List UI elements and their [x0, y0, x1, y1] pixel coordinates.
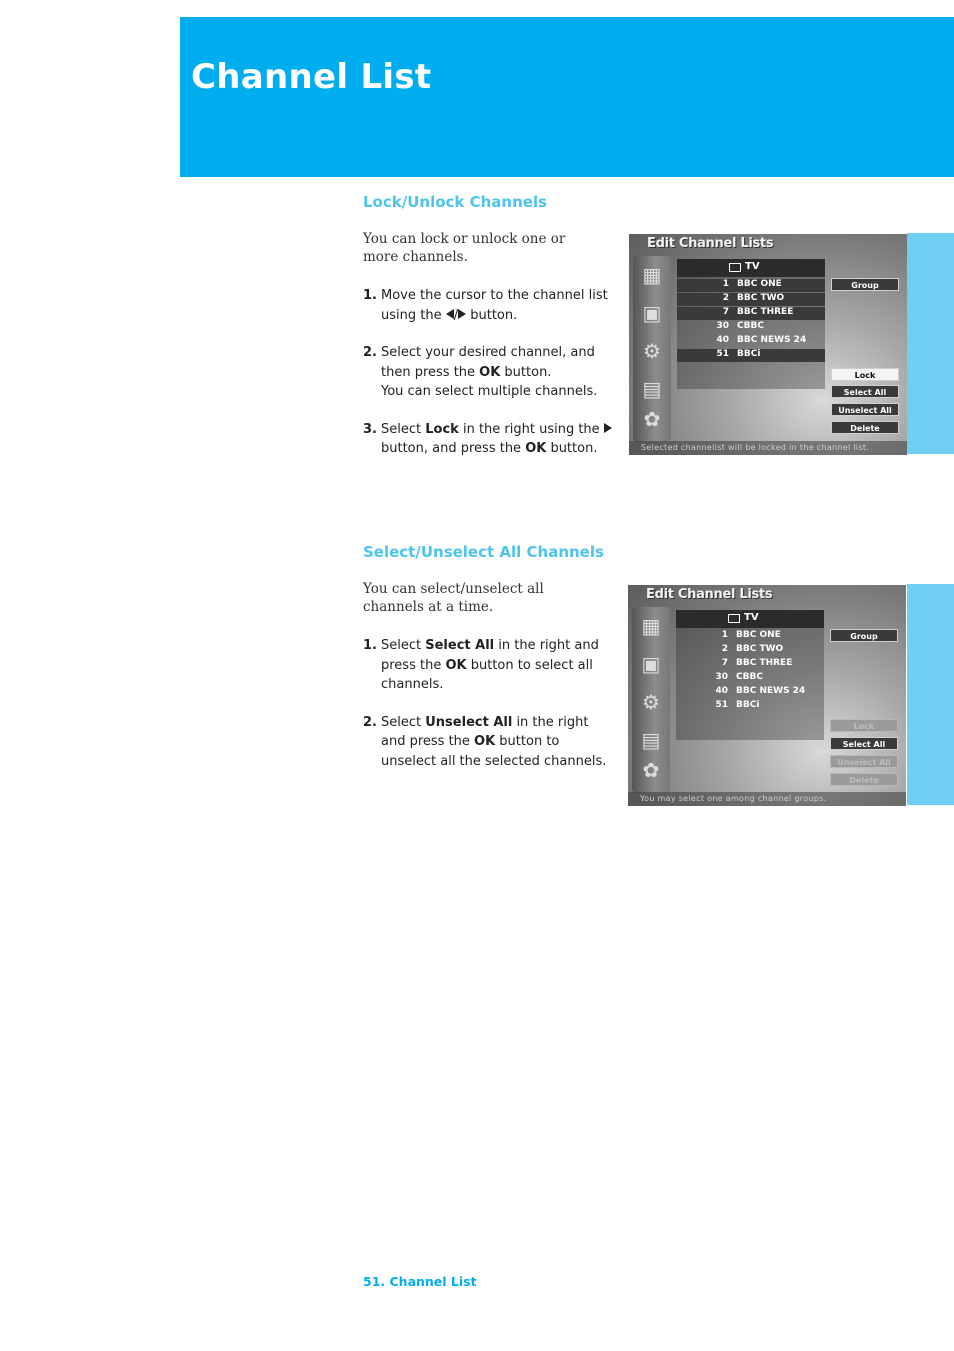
channel-row[interactable] — [676, 644, 824, 657]
screen-sidebar — [632, 607, 670, 793]
step-text: button to select all channels. — [381, 657, 593, 692]
step-note: You can select multiple channels. — [381, 384, 598, 399]
step-keyword: OK — [445, 657, 467, 673]
gear-icon: ⚙ — [642, 690, 660, 714]
channel-number: 51 — [716, 349, 729, 359]
channel-row[interactable] — [676, 700, 824, 713]
action-button-panel — [829, 282, 901, 442]
tv-icon — [728, 614, 740, 623]
steps-list — [363, 636, 613, 771]
channel-row[interactable] — [677, 307, 825, 320]
unselect-all-button[interactable]: Unselect All — [830, 755, 898, 768]
step-keyword: OK — [525, 441, 547, 456]
channel-name: BBC THREE — [737, 307, 794, 317]
lock-button[interactable]: Lock — [830, 719, 898, 732]
gift-icon: ▣ — [642, 301, 662, 325]
screen-status-bar: You may select one among channel groups. — [628, 792, 906, 806]
screen-title: Edit Channel Lists — [646, 587, 773, 602]
channel-row[interactable] — [677, 321, 825, 334]
step-keyword: OK — [474, 734, 496, 749]
channel-number: 30 — [715, 672, 728, 682]
step-item — [363, 636, 613, 695]
group-button[interactable]: Group — [831, 278, 899, 291]
channel-name: CBBC — [737, 321, 764, 331]
channel-icon: ▦ — [641, 614, 661, 638]
step-text: Select — [381, 421, 426, 437]
section-title: Lock/Unlock Channels — [363, 193, 548, 211]
channel-number: 1 — [722, 279, 729, 289]
section-title: Select/Unselect All Channels — [363, 543, 604, 561]
step-item — [363, 713, 613, 772]
channel-name: BBCi — [737, 349, 761, 359]
list-header — [677, 259, 825, 277]
delete-button[interactable]: Delete — [830, 773, 898, 786]
list-header-label: TV — [745, 261, 760, 272]
channel-name: BBC TWO — [736, 644, 784, 654]
network-icon: ✿ — [643, 407, 661, 431]
channel-number: 1 — [721, 630, 728, 640]
channel-row[interactable] — [677, 279, 825, 292]
step-text: button. — [546, 441, 598, 456]
lock-button[interactable]: Lock — [831, 368, 899, 381]
channel-number: 7 — [722, 307, 729, 317]
select-all-button[interactable]: Select All — [831, 385, 899, 398]
step-number: 1. — [363, 288, 377, 303]
side-tab — [907, 584, 954, 805]
step-number: 2. — [363, 345, 377, 360]
steps-list — [363, 286, 613, 459]
step-number: 2. — [363, 714, 377, 730]
channel-number: 51 — [715, 700, 728, 710]
select-all-button[interactable]: Select All — [830, 737, 898, 750]
step-number: 1. — [363, 638, 377, 653]
guide-icon: ▤ — [642, 377, 662, 401]
action-button-panel — [828, 633, 900, 793]
page-footer: 51. Channel List — [363, 1274, 477, 1289]
step-keyword: Select All — [425, 638, 495, 653]
step-keyword: OK — [479, 364, 501, 380]
step-text: in the right and press the — [381, 714, 589, 749]
channel-row[interactable] — [677, 293, 825, 306]
step-text: in the right and press the — [381, 638, 599, 673]
step-item — [363, 343, 613, 402]
channel-row[interactable] — [676, 686, 824, 699]
channel-icon: ▦ — [642, 263, 662, 287]
channel-number: 40 — [716, 335, 729, 345]
page-title: Channel List — [191, 57, 432, 97]
channel-number: 7 — [721, 658, 728, 668]
guide-icon: ▤ — [641, 728, 661, 752]
section-intro: You can select/unselect all channels at a time. — [363, 581, 544, 615]
step-text: button. — [466, 307, 518, 323]
header-band — [180, 17, 954, 177]
screen-title: Edit Channel Lists — [647, 236, 774, 251]
list-header-label: TV — [744, 612, 759, 623]
step-item: 1. Move the cursor to the channel list using the / button. — [363, 288, 608, 323]
channel-row[interactable] — [676, 630, 824, 643]
gift-icon: ▣ — [641, 652, 661, 676]
screen-sidebar — [633, 256, 671, 442]
channel-name: BBC THREE — [736, 658, 793, 668]
section-intro: You can lock or unlock one or more channels. — [363, 231, 566, 265]
channel-row[interactable] — [677, 335, 825, 348]
step-text: Select your desired channel, and then press the — [381, 345, 595, 380]
tv-icon — [729, 263, 741, 272]
channel-number: 2 — [722, 293, 729, 303]
step-number: 3. — [363, 421, 377, 437]
network-icon: ✿ — [642, 758, 660, 782]
step-keyword: Lock — [425, 421, 459, 437]
step-text: Move the cursor to the channel list using the — [381, 288, 608, 323]
step-item — [363, 420, 613, 459]
arrow-right-icon — [458, 309, 466, 319]
channel-number: 30 — [716, 321, 729, 331]
step-text: button, and press the — [381, 441, 526, 456]
screen-status-bar: Selected channelist will be locked in the channel list. — [629, 441, 907, 455]
channel-number: 40 — [715, 686, 728, 696]
step-text: Select — [381, 638, 426, 653]
channel-name: BBCi — [736, 700, 760, 710]
channel-list-panel — [677, 259, 825, 389]
channel-name: CBBC — [736, 672, 763, 682]
arrow-left-icon — [446, 309, 454, 319]
group-button[interactable]: Group — [830, 629, 898, 642]
channel-name: BBC ONE — [737, 279, 782, 289]
tv-screenshot-lock — [629, 234, 907, 455]
channel-list-panel — [676, 610, 824, 740]
tv-screenshot-select-all — [628, 585, 906, 806]
step-keyword: Unselect All — [425, 714, 513, 730]
delete-button[interactable]: Delete — [831, 421, 899, 434]
step-text: button to unselect all the selected channels. — [381, 734, 607, 769]
channel-row[interactable] — [676, 658, 824, 671]
channel-name: BBC TWO — [737, 293, 785, 303]
channel-name: BBC NEWS 24 — [737, 335, 807, 345]
section-lock-unlock — [363, 193, 613, 477]
section-select-unselect — [363, 543, 613, 789]
channel-name: BBC ONE — [736, 630, 781, 640]
side-tab — [907, 233, 954, 454]
channel-row[interactable] — [676, 672, 824, 685]
step-text: in the right using the — [458, 421, 604, 437]
list-header — [676, 610, 824, 628]
step-text: Select — [381, 714, 426, 730]
unselect-all-button[interactable]: Unselect All — [831, 403, 899, 416]
channel-name: BBC NEWS 24 — [736, 686, 806, 696]
channel-number: 2 — [721, 644, 728, 654]
step-text: button. — [500, 364, 552, 380]
arrow-right-icon — [604, 423, 612, 433]
channel-row[interactable] — [677, 349, 825, 362]
gear-icon: ⚙ — [643, 339, 661, 363]
